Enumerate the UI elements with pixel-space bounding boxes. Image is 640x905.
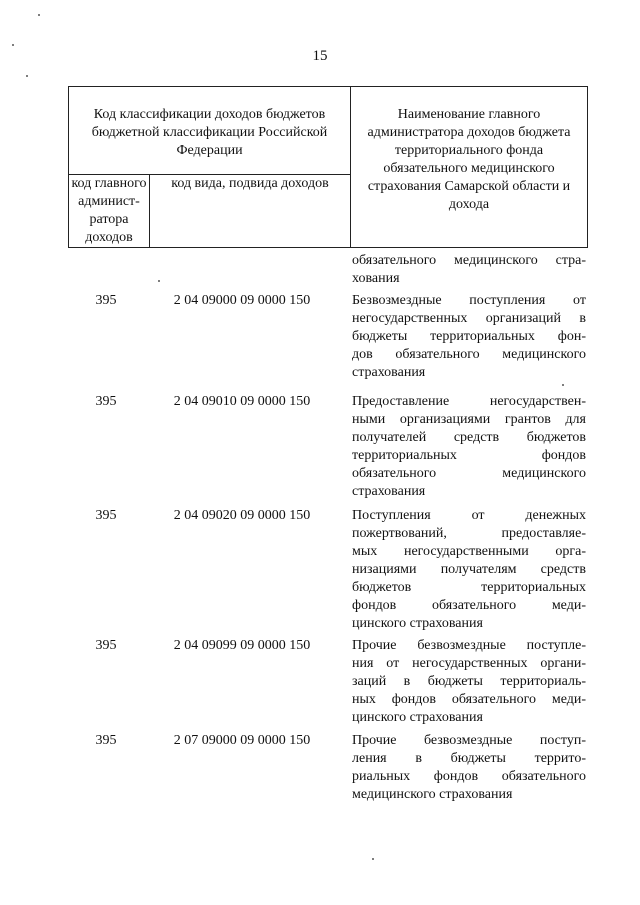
text-line: ления в бюджеты террито- bbox=[352, 751, 586, 766]
income-name bbox=[352, 393, 586, 501]
text-line: бюджетов территориальных bbox=[352, 580, 586, 595]
text-line: ния от негосударственных органи- bbox=[352, 656, 586, 671]
income-code: 2 04 09099 09 0000 150 bbox=[173, 638, 311, 653]
text-line: обязательного медицинского bbox=[352, 466, 586, 481]
text-line: Безвозмездные поступления от bbox=[352, 293, 586, 308]
text-line: страхования bbox=[352, 484, 426, 499]
header-name-column: Наименование главного администратора доходов бюджета территориального фонда обязательного медицинского страхования Самарской области и дохода bbox=[351, 87, 588, 248]
text-line: заций в бюджеты территориаль- bbox=[352, 674, 586, 689]
scan-speck bbox=[12, 44, 14, 46]
text-line: Прочие безвозмездные поступ- bbox=[352, 733, 586, 748]
income-name bbox=[352, 292, 586, 382]
admin-code: 395 bbox=[95, 638, 117, 653]
income-name bbox=[352, 637, 586, 727]
text-line: дов обязательного медицинского bbox=[352, 347, 586, 362]
income-code: 2 04 09000 09 0000 150 bbox=[173, 293, 311, 308]
text-line: территориальных фондов bbox=[352, 448, 586, 463]
header-income-code: код вида, подвида доходов bbox=[150, 175, 351, 248]
text-line: низациями получателям средств bbox=[352, 562, 586, 577]
text-line: риальных фондов обязательного bbox=[352, 769, 586, 784]
text-line: медицинского страхования bbox=[352, 787, 513, 802]
admin-code: 395 bbox=[95, 508, 117, 523]
text-line: цинского страхования bbox=[352, 710, 483, 725]
header-classification-code: Код классификации доходов бюджетов бюджетной классификации Российской Федерации bbox=[69, 87, 351, 175]
text-line: хования bbox=[352, 271, 400, 286]
income-code: 2 04 09010 09 0000 150 bbox=[173, 394, 311, 409]
text-line: Поступления от денежных bbox=[352, 508, 586, 523]
text-line: Прочие безвозмездные поступле- bbox=[352, 638, 586, 653]
table-header bbox=[68, 86, 588, 248]
income-code: 2 04 09020 09 0000 150 bbox=[173, 508, 311, 523]
admin-code: 395 bbox=[95, 394, 117, 409]
text-line: обязательного медицинского стра- bbox=[352, 253, 586, 268]
header-admin-code: код главного админист-ратора доходов bbox=[69, 175, 150, 248]
text-line: мых негосударственными орга- bbox=[352, 544, 586, 559]
text-line: фондов обязательного меди- bbox=[352, 598, 586, 613]
text-line: страхования bbox=[352, 365, 426, 380]
scan-speck bbox=[372, 858, 374, 860]
scan-speck bbox=[38, 14, 40, 16]
scan-speck bbox=[562, 384, 564, 386]
text-line: Предоставление негосударствен- bbox=[352, 394, 586, 409]
income-name bbox=[352, 507, 586, 633]
income-code: 2 07 09000 09 0000 150 bbox=[173, 733, 311, 748]
income-name bbox=[352, 732, 586, 804]
text-line: пожертвований, предоставляе- bbox=[352, 526, 586, 541]
text-line: цинского страхования bbox=[352, 616, 483, 631]
text-line: бюджеты территориальных фон- bbox=[352, 329, 586, 344]
page-number: 15 bbox=[312, 48, 328, 64]
text-line: получателей средств бюджетов bbox=[352, 430, 586, 445]
text-line: ных фондов обязательного меди- bbox=[352, 692, 586, 707]
admin-code: 395 bbox=[95, 733, 117, 748]
text-line: негосударственных организаций в bbox=[352, 311, 586, 326]
continued-text bbox=[352, 252, 586, 288]
text-line: ными организациями грантов для bbox=[352, 412, 586, 427]
admin-code: 395 bbox=[95, 293, 117, 308]
scan-speck bbox=[158, 280, 160, 282]
scan-speck bbox=[26, 75, 28, 77]
